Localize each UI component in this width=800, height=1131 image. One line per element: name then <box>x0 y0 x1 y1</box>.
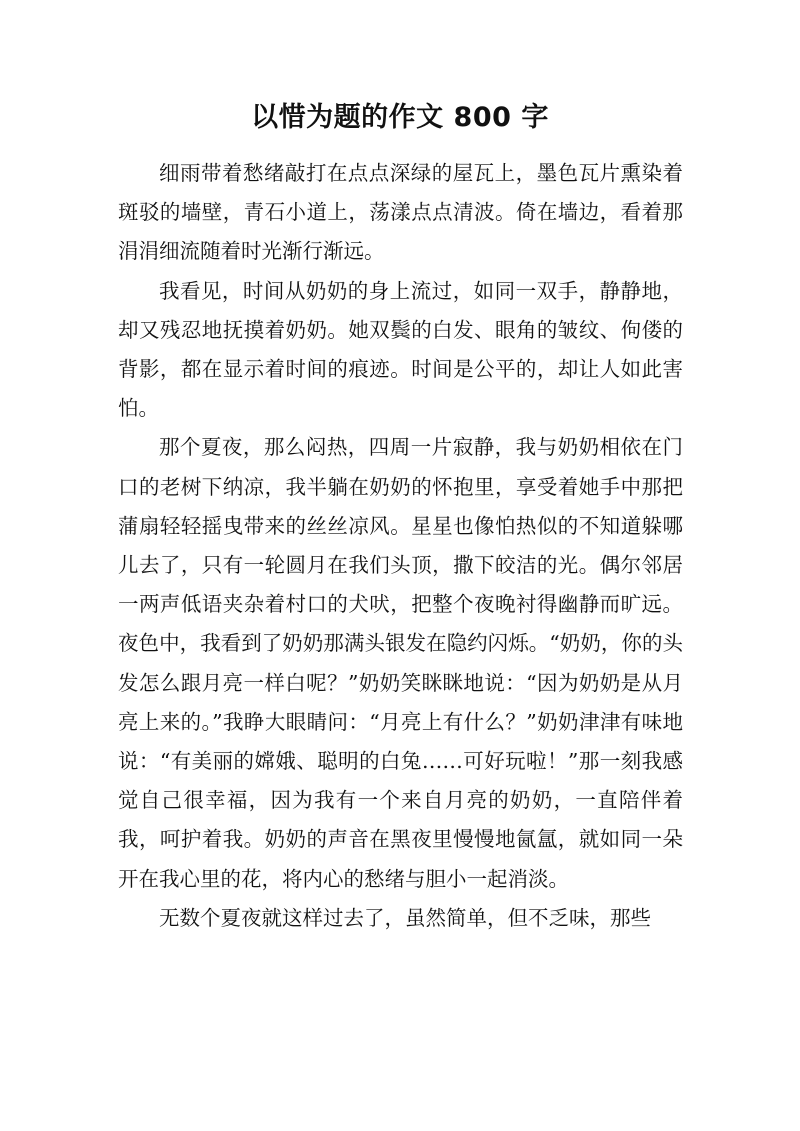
paragraph-3: 那个夏夜，那么闷热，四周一片寂静，我与奶奶相依在门口的老树下纳凉，我半躺在奶奶的怀抱里，享受着她手中那把蒲扇轻轻摇曳带来的丝丝凉风。星星也像怕热似的不知道躲哪儿去了，只有一轮圆月在我们头顶，撒下皎洁的光。偶尔邻居一两声低语夹杂着村口的犬吠，把整个夜晚衬得幽静而旷远。夜色中，我看到了奶奶那满头银发在隐约闪烁。“奶奶，你的头发怎么跟月亮一样白呢？”奶奶笑眯眯地说：“因为奶奶是从月亮上来的。”我睁大眼睛问：“月亮上有什么？”奶奶津津有味地说：“有美丽的嫦娥、聪明的白兔……可好玩啦！”那一刻我感觉自己很幸福，因为我有一个来自月亮的奶奶，一直陪伴着我，呵护着我。奶奶的声音在黑夜里慢慢地氤氲，就如同一朵开在我心里的花，将内心的愁绪与胆小一起消淡。 <box>118 435 683 891</box>
document-body <box>118 154 683 938</box>
paragraph-4: 无数个夏夜就这样过去了，虽然简单，但不乏味，那些 <box>159 905 651 930</box>
paragraph-1: 细雨带着愁绪敲打在点点深绿的屋瓦上，墨色瓦片熏染着斑驳的墙壁，青石小道上，荡漾点点清波。倚在墙边，看着那涓涓细流随着时光渐行渐远。 <box>118 161 683 264</box>
document-title: 以惜为题的作文 800 字 <box>251 102 549 133</box>
paragraph-2: 我看见，时间从奶奶的身上流过，如同一双手，静静地，却又残忍地抚摸着奶奶。她双鬓的白发、眼角的皱纹、佝偻的背影，都在显示着时间的痕迹。时间是公平的，却让人如此害怕。 <box>118 278 683 421</box>
